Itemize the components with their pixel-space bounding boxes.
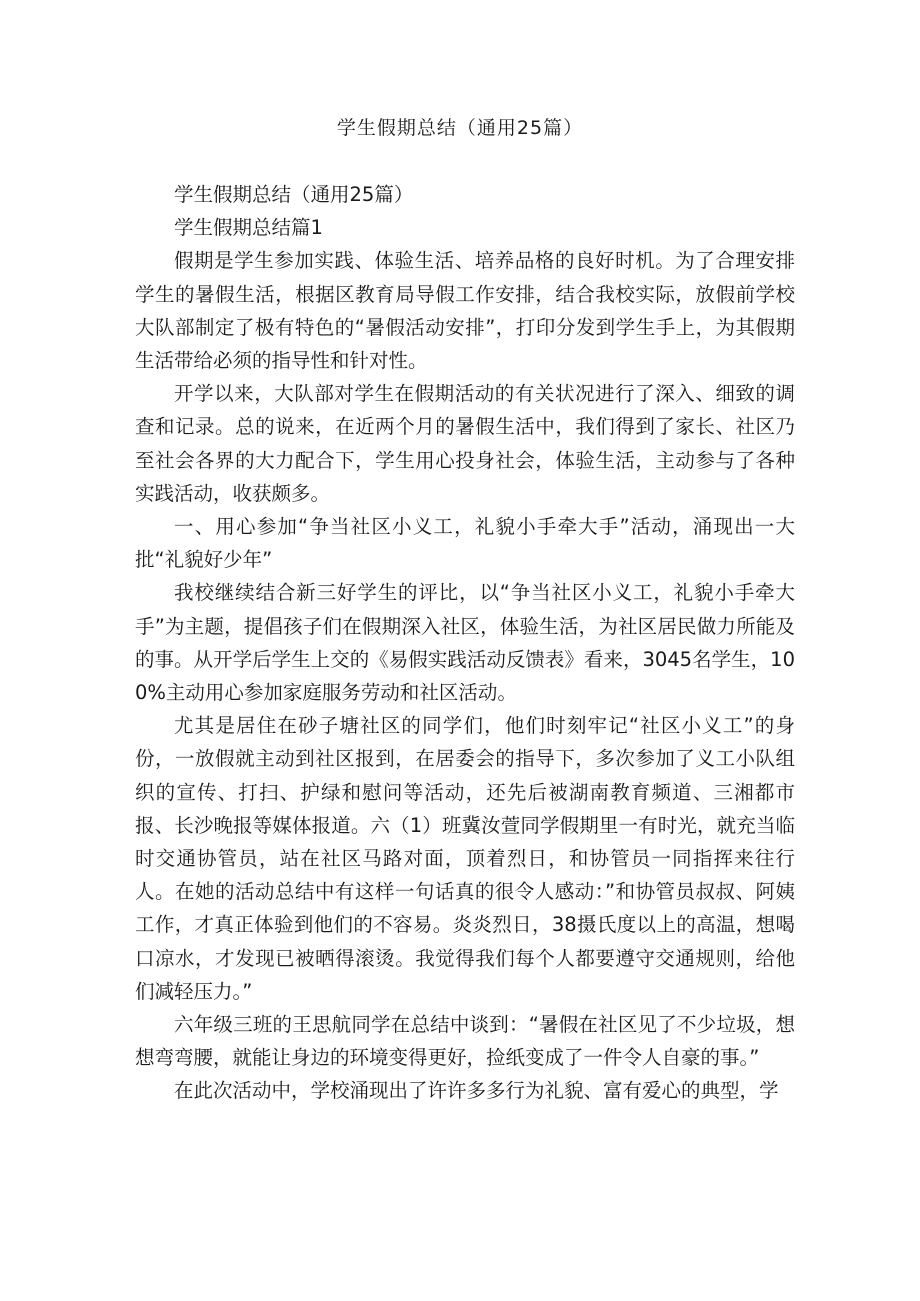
document-body [135,178,795,1108]
paragraph-student-quote: 六年级三班的王思航同学在总结中谈到：“暑假在社区见了不少垃圾，想想弯弯腰，就能让身边的环境变得更好，捡纸变成了一件令人自豪的事。” [135,1013,795,1070]
paragraph-survey: 开学以来，大队部对学生在假期活动的有关状况进行了深入、细致的调查和记录。总的说来，在近两个月的暑假生活中，我们得到了家长、社区乃至社会各界的大力配合下，学生用心投身社会，体验生活，主动参与了各种实践活动，收获颇多。 [135,382,795,505]
section-heading: 学生假期总结篇1 [174,216,323,240]
paragraph-community: 尤其是居住在砂子塘社区的同学们，他们时刻牢记“社区小义工”的身份，一放假就主动到社区报到，在居委会的指导下，多次参加了义工小队组织的宣传、打扫、护绿和慰问等活动，还先后被湖南教育频道、三湘都市报、长沙晚报等媒体报道。六（1）班冀汝萱同学假期里一有时光，就充当临时交通协管员，站在社区马路对面，顶着烈日，和协管员一同指挥来往行人。在她的活动总结中有这样一句话真的很令人感动：”和协管员叔叔、阿姨工作，才真正体验到他们的不容易。炎炎烈日，38摄氏度以上的高温，想喝口凉水，才发现已被晒得滚烫。我觉得我们每个人都要遵守交通规则，给他们减轻压力。” [135,714,795,1003]
paragraph-examples: 在此次活动中，学校涌现出了许许多多行为礼貌、富有爱心的典型，学 [174,1079,779,1103]
paragraph-activity-heading: 一、用心参加“争当社区小义工，礼貌小手牵大手”活动，涌现出一大批“礼貌好少年” [135,515,795,572]
paragraph-activity-theme: 我校继续结合新三好学生的评比，以“争当社区小义工，礼貌小手牵大手”为主题，提倡孩子们在假期深入社区，体验生活，为社区居民做力所能及的事。从开学后学生上交的《易假实践活动反馈表》看来，3045名学生，100%主动用心参加家庭服务劳动和社区活动。 [135,581,795,705]
subtitle-paragraph: 学生假期总结（通用25篇） [174,183,414,206]
paragraph-intro: 假期是学生参加实践、体验生活、培养品格的良好时机。为了合理安排学生的暑假生活，根据区教育局导假工作安排，结合我校实际，放假前学校大队部制定了极有特色的“暑假活动安排”，打印分发到学生手上，为其假期生活带给必须的指导性和针对性。 [135,249,795,373]
document-title: 学生假期总结（通用25篇） [336,117,584,139]
